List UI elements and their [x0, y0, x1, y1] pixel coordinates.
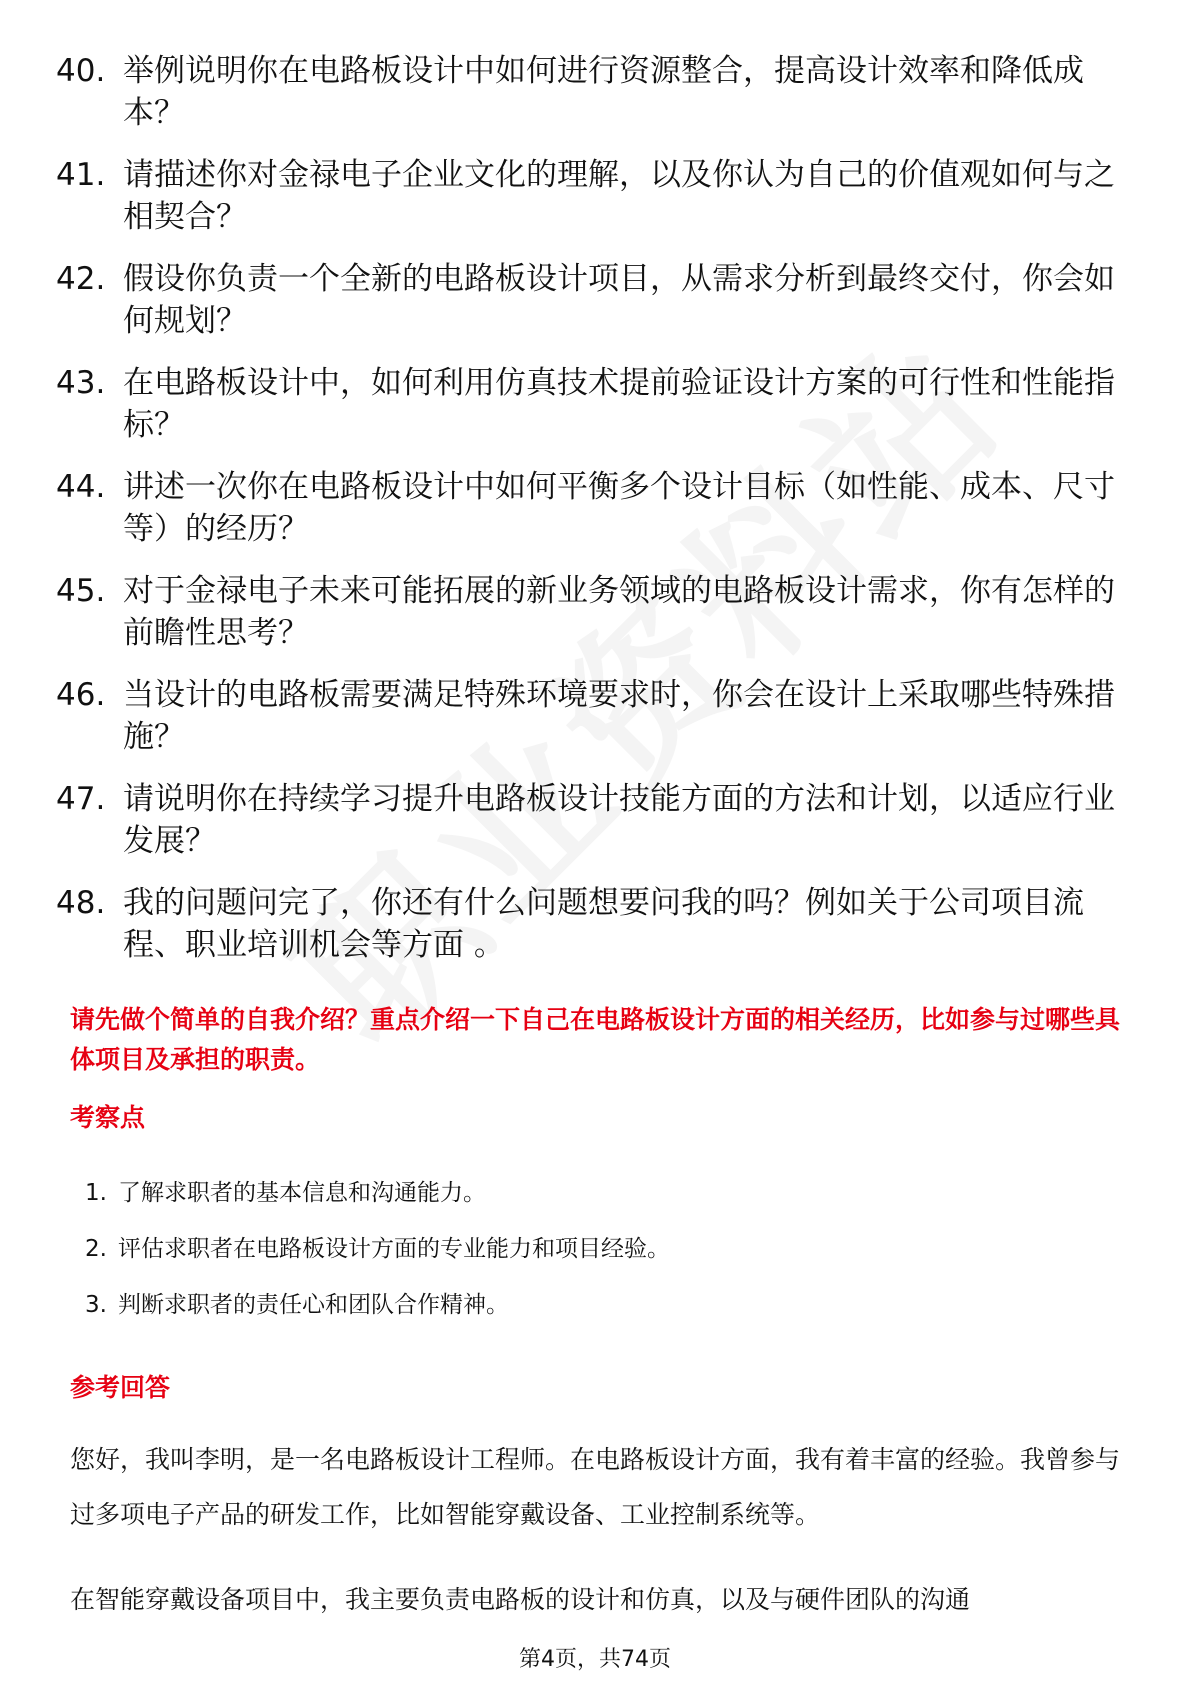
question-item	[56, 674, 1136, 758]
question-number: 48.	[56, 885, 106, 921]
question-number: 45.	[56, 573, 106, 609]
point-text: 评估求职者在电路板设计方面的专业能力和项目经验。	[118, 1236, 670, 1262]
point-text: 了解求职者的基本信息和沟通能力。	[118, 1180, 486, 1206]
question-item	[56, 466, 1136, 550]
question-text: 假设你负责一个全新的电路板设计项目，从需求分析到最终交付，你会如何规划？	[123, 261, 1115, 339]
answer-paragraph: 您好，我叫李明，是一名电路板设计工程师。在电路板设计方面，我有着丰富的经验。我曾参与过多项电子产品的研发工作，比如智能穿戴设备、工业控制系统等。	[70, 1445, 1121, 1529]
featured-question: 请先做个简单的自我介绍？重点介绍一下自己在电路板设计方面的相关经历，比如参与过哪些具体项目及承担的职责。	[70, 1005, 1121, 1074]
question-number: 44.	[56, 469, 106, 505]
question-item	[56, 154, 1136, 238]
point-number: 2.	[85, 1236, 107, 1262]
question-item	[56, 362, 1136, 446]
answer-paragraph: 在智能穿戴设备项目中，我主要负责电路板的设计和仿真，以及与硬件团队的沟通	[70, 1585, 971, 1614]
question-number: 47.	[56, 781, 106, 817]
question-text: 请说明你在持续学习提升电路板设计技能方面的方法和计划，以适应行业发展？	[123, 781, 1115, 859]
page-footer: 第4页，共74页	[519, 1647, 671, 1672]
examination-point	[85, 1290, 1085, 1320]
question-text: 当设计的电路板需要满足特殊环境要求时，你会在设计上采取哪些特殊措施？	[123, 677, 1115, 755]
question-item	[56, 882, 1136, 966]
question-item	[56, 258, 1136, 342]
question-number: 40.	[56, 53, 106, 89]
question-text: 举例说明你在电路板设计中如何进行资源整合，提高设计效率和降低成本？	[123, 53, 1084, 131]
examination-point	[85, 1178, 1085, 1208]
point-text: 判断求职者的责任心和团队合作精神。	[118, 1292, 509, 1318]
question-item	[56, 50, 1136, 134]
question-text: 讲述一次你在电路板设计中如何平衡多个设计目标（如性能、成本、尺寸等）的经历？	[123, 469, 1115, 547]
question-text: 对于金禄电子未来可能拓展的新业务领域的电路板设计需求，你有怎样的前瞻性思考？	[123, 573, 1115, 651]
point-number: 3.	[85, 1292, 107, 1318]
question-number: 43.	[56, 365, 106, 401]
question-text: 我的问题问完了，你还有什么问题想要问我的吗？例如关于公司项目流程、职业培训机会等方面 。	[123, 885, 1084, 963]
question-number: 42.	[56, 261, 106, 297]
point-number: 1.	[85, 1180, 107, 1206]
examination-point	[85, 1234, 1085, 1264]
question-text: 请描述你对金禄电子企业文化的理解，以及你认为自己的价值观如何与之相契合？	[123, 157, 1115, 235]
examination-points	[85, 1178, 1085, 1346]
question-number: 41.	[56, 157, 106, 193]
question-item	[56, 570, 1136, 654]
question-list	[56, 50, 1136, 986]
examination-title: 考察点	[70, 1103, 146, 1132]
question-number: 46.	[56, 677, 106, 713]
question-item	[56, 778, 1136, 862]
reference-title: 参考回答	[70, 1373, 171, 1402]
question-text: 在电路板设计中，如何利用仿真技术提前验证设计方案的可行性和性能指标？	[123, 365, 1115, 443]
